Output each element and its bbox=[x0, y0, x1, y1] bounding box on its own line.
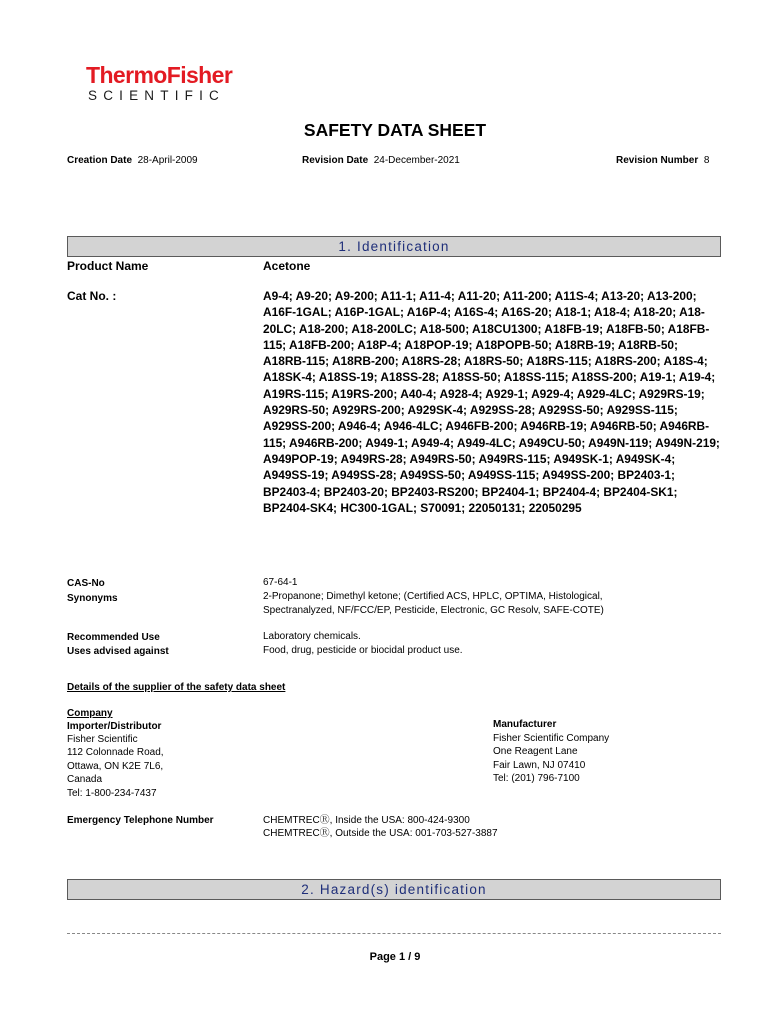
creation-date-value: 28-April-2009 bbox=[137, 155, 198, 166]
cat-no-value: A9-4; A9-20; A9-200; A11-1; A11-4; A11-20; A11-200; A11S-4; A13-20; A13-200; A16F-1GAL; A16P-1GAL; A16P-4; A16S-4; A16S-20; A18-1; A18-4; A18-20; A18-20LC; A18-200; A18-200LC; A18-500; A18CU1300; A18FB-19; A18FB-50; A18FB-115; A18FB-200; A18P-4; A18POP-19; A18POPB-50; A18RB-19; A18RB-50; A18RB-115; A18RB-200; A18RS-28; A18RS-50; A18RS-115; A18RS-200; A18S-4; A18SK-4; A18SS-19; A18SS-28; A18SS-50; A18SS-115; A18SS-200; A19-1; A19-4; A19RS-115; A19RS-200; A40-4; A928-4; A929-1; A929-4; A929-4LC; A929RS-19; A929RS-50; A929RS-200; A929SK-4; A929SS-28; A929SS-50; A929SS-115; A929SS-200; A946-4; A946-4LC; A946FB-200; A946RB-19; A946RB-50; A946RB-115; A946RB-200; A949-1; A949-4; A949-4LC; A949CU-50; A949N-119; A949N-219; A949POP-19; A949RS-28; A949RS-50; A949RS-115; A949SK-1; A949SK-4; A949SS-19; A949SS-28; A949SS-50; A949SS-115; A949SS-200; BP2403-1; BP2403-4; BP2403-20; BP2403-RS200; BP2404-1; BP2404-4; BP2404-SK1; BP2404-SK4; HC300-1GAL; S70091; 22050131; 22050295 bbox=[263, 289, 720, 515]
address-line: Fisher Scientific Company bbox=[493, 733, 610, 744]
importer-label: Importer/Distributor bbox=[67, 721, 162, 732]
recommended-use-value: Laboratory chemicals. bbox=[263, 631, 361, 642]
document-title: SAFETY DATA SHEET bbox=[303, 120, 487, 140]
product-name-label: Product Name bbox=[67, 259, 149, 273]
creation-date-label: Creation Date bbox=[67, 155, 133, 166]
address-line: Canada bbox=[67, 774, 103, 786]
company-logo-wordmark: ThermoFisher bbox=[86, 62, 233, 88]
importer-address bbox=[67, 733, 164, 800]
emergency-phone-values bbox=[263, 814, 498, 841]
address-line: One Reagent Lane bbox=[493, 746, 578, 758]
uses-advised-against-value: Food, drug, pesticide or biocidal product use. bbox=[263, 645, 463, 656]
manufacturer-label: Manufacturer bbox=[493, 719, 557, 730]
company-logo-subtitle: SCIENTIFIC bbox=[88, 88, 226, 103]
emergency-phone-label: Emergency Telephone Number bbox=[67, 815, 214, 826]
synonyms-value: 2-Propanone; Dimethyl ketone; (Certified ACS, HPLC, OPTIMA, Histological, Spectranalyzed, NF/FCC/EP, Pesticide, Electronic, GC Resolv, SAFE-COTE) bbox=[263, 591, 604, 616]
company-label: Company bbox=[67, 708, 113, 719]
revision-date-value: 24-December-2021 bbox=[373, 155, 460, 166]
cat-no-label: Cat No. : bbox=[67, 289, 117, 303]
address-line: Fair Lawn, NJ 07410 bbox=[493, 759, 586, 771]
emergency-phone-line: CHEMTRECⓇ, Inside the USA: 800-424-9300 bbox=[263, 815, 470, 826]
revision-number bbox=[616, 155, 709, 166]
manufacturer-address bbox=[493, 732, 609, 786]
revision-date-label: Revision Date bbox=[302, 155, 369, 166]
synonyms-label: Synonyms bbox=[67, 593, 118, 604]
recommended-use-label: Recommended Use bbox=[67, 632, 160, 643]
page-number: Page 1 / 9 bbox=[369, 951, 421, 963]
revision-number-value: 8 bbox=[703, 155, 710, 166]
revision-number-label: Revision Number bbox=[616, 155, 699, 166]
emergency-phone-line: CHEMTRECⓇ, Outside the USA: 001-703-527-3887 bbox=[263, 828, 498, 840]
footer-divider bbox=[67, 933, 721, 934]
section-header-hazard-identification: 2. Hazard(s) identification bbox=[67, 879, 721, 900]
creation-date bbox=[67, 155, 198, 166]
address-line: 112 Colonnade Road, bbox=[67, 747, 164, 759]
supplier-details-heading: Details of the supplier of the safety data sheet bbox=[67, 682, 286, 693]
address-line: Tel: 1-800-234-7437 bbox=[67, 787, 157, 799]
section-header-identification: 1. Identification bbox=[67, 236, 721, 257]
address-line: Tel: (201) 796-7100 bbox=[493, 773, 580, 785]
uses-advised-against-label: Uses advised against bbox=[67, 646, 169, 657]
address-line: Fisher Scientific bbox=[67, 734, 138, 745]
cas-no-label: CAS-No bbox=[67, 578, 105, 589]
revision-date bbox=[302, 155, 460, 166]
cas-no-value: 67-64-1 bbox=[263, 577, 298, 588]
product-name-value: Acetone bbox=[263, 259, 311, 273]
address-line: Ottawa, ON K2E 7L6, bbox=[67, 760, 164, 772]
